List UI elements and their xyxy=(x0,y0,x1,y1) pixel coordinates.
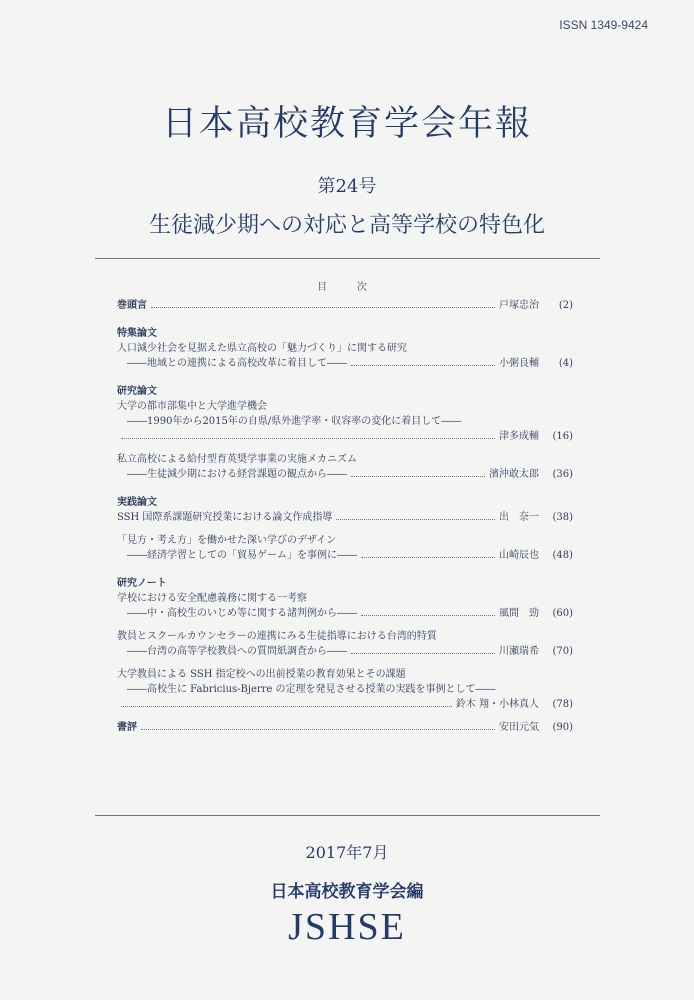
toc-author: 鈴木 翔・小林真人 xyxy=(455,699,539,710)
toc-page: (38) xyxy=(552,512,573,523)
toc-subtitle: ――地域との連携による高校改革に着目して―― xyxy=(127,358,347,369)
toc-page: (90) xyxy=(552,722,573,733)
section-heading-practice: 実践論文 xyxy=(117,497,157,508)
toc-subtitle: ――経済学習としての「貿易ゲーム」を事例に―― xyxy=(127,550,357,561)
leader-dots xyxy=(351,653,495,654)
toc-subtitle: ――中・高校生のいじめ等に関する諸判例から―― xyxy=(127,608,357,619)
toc-title: 「見方・考え方」を働かせた深い学びのデザイン xyxy=(117,535,337,546)
toc-title: 人口減少社会を見据えた県立高校の「魅力づくり」に関する研究 xyxy=(117,343,407,354)
toc-author: 山崎辰也 xyxy=(499,550,539,561)
toc-author: 津多成輔 xyxy=(499,431,539,442)
leader-dots xyxy=(336,519,495,520)
toc-page: (78) xyxy=(552,699,573,710)
section-heading-special: 特集論文 xyxy=(117,328,157,339)
toc-heading: 目 次 xyxy=(317,282,377,293)
toc-entry-review xyxy=(117,720,573,735)
toc-entry xyxy=(117,467,573,482)
leader-dots xyxy=(361,615,495,616)
bottom-divider xyxy=(95,815,600,816)
leader-dots xyxy=(151,307,495,308)
toc-subtitle: ――生徒減少期における経営課題の観点から―― xyxy=(127,469,347,480)
toc-subtitle: ――高校生に Fabricius-Bjerre の定理を発見させる授業の実践を事例として―― xyxy=(127,684,496,695)
toc-author: 川瀬瑞希 xyxy=(499,646,539,657)
leader-dots xyxy=(361,557,495,558)
toc-title: 大学の都市部集中と大学進学機会 xyxy=(117,401,267,412)
toc-title: 教員とスクールカウンセラーの連携にみる生徒指導における台湾的特質 xyxy=(117,631,437,642)
leader-dots xyxy=(351,365,495,366)
toc-page: (60) xyxy=(552,608,573,619)
section-heading-research: 研究論文 xyxy=(117,386,157,397)
toc-page: (36) xyxy=(552,469,573,480)
toc-subtitle: ――1990年から2015年の自県/県外進学率・収容率の変化に着目して―― xyxy=(127,416,462,427)
leader-dots xyxy=(121,706,452,707)
table-of-contents xyxy=(117,298,573,735)
toc-subtitle: ――台湾の高等学校教員への質問紙調査から―― xyxy=(127,646,347,657)
toc-entry xyxy=(117,510,573,525)
leader-dots xyxy=(141,729,495,730)
toc-title: 巻頭言 xyxy=(117,300,147,311)
toc-entry xyxy=(117,429,573,444)
toc-page: (4) xyxy=(558,358,573,369)
toc-page: (16) xyxy=(552,431,573,442)
publication-date: 2017年7月 xyxy=(305,843,389,862)
top-divider xyxy=(95,258,600,259)
journal-title: 日本高校教育学会年報 xyxy=(161,104,532,144)
toc-title: 大学教員による SSH 指定校への出前授業の教育効果とその課題 xyxy=(117,669,406,680)
toc-title: SSH 国際系課題研究授業における論文作成指導 xyxy=(117,512,333,523)
toc-entry xyxy=(117,548,573,563)
section-heading-notes: 研究ノート xyxy=(117,578,167,589)
toc-title: 書評 xyxy=(117,722,137,733)
toc-title: 学校における安全配慮義務に関する一考察 xyxy=(117,593,307,604)
toc-page: (2) xyxy=(558,300,573,311)
leader-dots xyxy=(121,438,495,439)
society-logo: JSHSE xyxy=(288,906,406,948)
toc-author: 濱沖敢太郎 xyxy=(489,469,539,480)
toc-author: 安田元気 xyxy=(499,722,539,733)
issue-number: 第24号 xyxy=(317,176,377,197)
toc-author: 小粥良輔 xyxy=(499,358,539,369)
toc-author: 風間 勁 xyxy=(499,608,539,619)
special-theme-title: 生徒減少期への対応と高等学校の特色化 xyxy=(148,213,545,238)
toc-author: 戸塚忠治 xyxy=(499,300,539,311)
toc-entry xyxy=(117,644,573,659)
toc-entry xyxy=(117,356,573,371)
toc-entry-foreword xyxy=(117,298,573,313)
toc-page: (48) xyxy=(552,550,573,561)
toc-entry xyxy=(117,697,573,712)
publisher-name: 日本高校教育学会編 xyxy=(270,882,424,902)
toc-title: 私立高校による給付型育英奨学事業の実施メカニズム xyxy=(117,454,357,465)
leader-dots xyxy=(351,476,485,477)
toc-page: (70) xyxy=(552,646,573,657)
toc-entry xyxy=(117,606,573,621)
issn-number: ISSN 1349-9424 xyxy=(559,18,648,32)
toc-author: 出 奈一 xyxy=(499,512,539,523)
